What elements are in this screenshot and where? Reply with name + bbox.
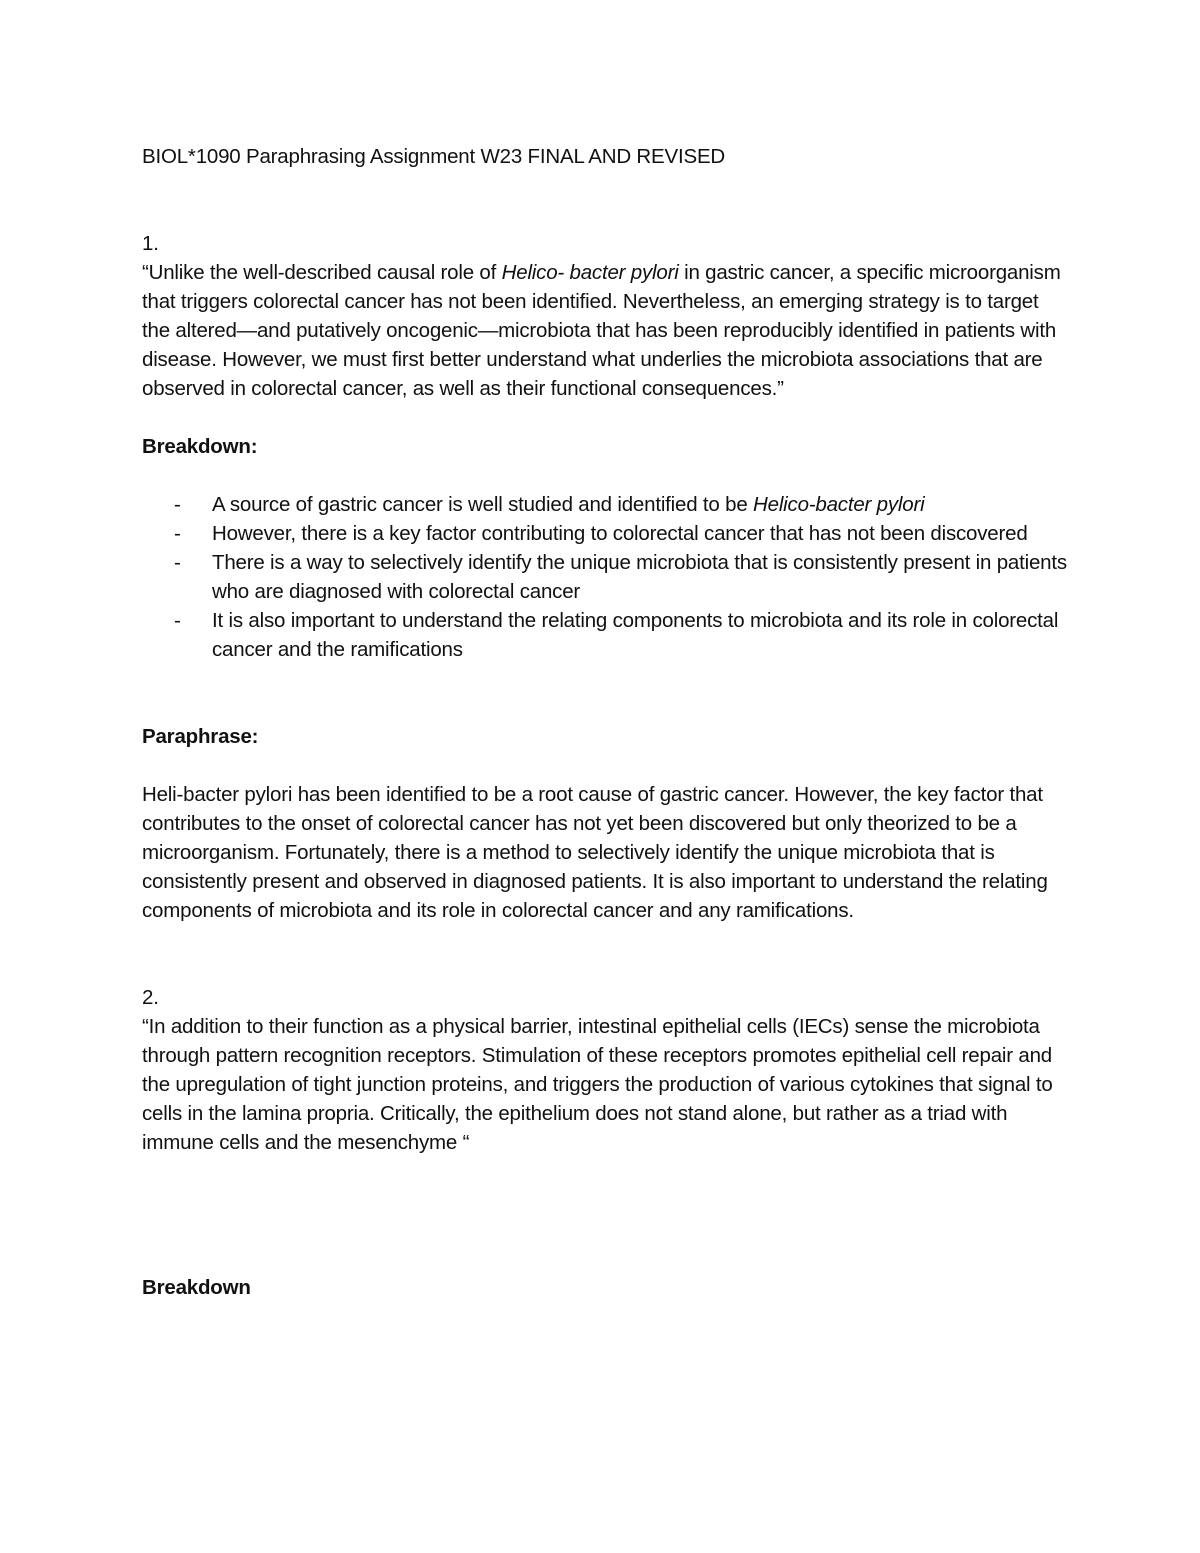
section-1-quote-part2: in gastric cancer, a specific microorganism that triggers colorectal cancer has not been identified. Nevertheless, an emerging strategy is to target the altered—and putatively oncogenic—microbiota that has been reproducibly identified in patients with disease. However, we must first better understand what underlies the microbiota associations that are observed in colorectal cancer, as well as their functional consequences.” xyxy=(142,261,1061,400)
breakdown-item-text: It is also important to understand the relating components to microbiota and its role in colorectal cancer and the ramifications xyxy=(212,609,1059,661)
breakdown-item xyxy=(142,490,1067,519)
dash-bullet: - xyxy=(174,493,181,516)
document-title: BIOL*1090 Paraphrasing Assignment W23 FINAL AND REVISED xyxy=(142,145,726,168)
breakdown-item xyxy=(142,548,1067,606)
section-1-paraphrase-heading: Paraphrase: xyxy=(142,725,259,748)
dash-bullet: - xyxy=(174,522,181,545)
section-2-quote: “In addition to their function as a physical barrier, intestinal epithelial cells (IECs) sense the microbiota through pattern recognition receptors. Stimulation of these receptors promotes epithelial cell repair and the upregulation of tight junction proteins, and triggers the production of various cytokines that signal to cells in the lamina propria. Critically, the epithelium does not stand alone, but rather as a triad with immune cells and the mesenchyme “ xyxy=(142,1015,1053,1154)
dash-bullet: - xyxy=(174,609,181,632)
section-1-paraphrase-text: Heli-bacter pylori has been identified to be a root cause of gastric cancer. However, the key factor that contributes to the onset of colorectal cancer has not yet been discovered but only theorized to be a microorganism. Fortunately, there is a method to selectively identify the unique microbiota that is consistently present and observed in diagnosed patients. It is also important to understand the relating components of microbiota and its role in colorectal cancer and any ramifications. xyxy=(142,783,1048,922)
breakdown-item-text: There is a way to selectively identify the unique microbiota that is consistently present in patients who are diagnosed with colorectal cancer xyxy=(212,551,1067,603)
section-1-quote-italic: Helico- bacter pylori xyxy=(501,261,679,284)
section-1-breakdown-list xyxy=(142,490,1067,664)
section-1-quote-part1: “Unlike the well-described causal role of xyxy=(142,261,502,284)
dash-bullet: - xyxy=(174,551,181,574)
breakdown-item xyxy=(142,519,1067,548)
section-2-breakdown-heading: Breakdown xyxy=(142,1276,251,1299)
breakdown-item xyxy=(142,606,1067,664)
section-1-breakdown-heading: Breakdown: xyxy=(142,435,258,458)
section-1-number: 1. xyxy=(142,232,159,255)
section-1-quote xyxy=(142,258,1067,403)
breakdown-item-italic: Helico-bacter pylori xyxy=(753,493,925,516)
document-content xyxy=(142,142,1067,1302)
breakdown-item-text: A source of gastric cancer is well studied and identified to be xyxy=(212,493,754,516)
section-2-number: 2. xyxy=(142,986,159,1009)
breakdown-item-text: However, there is a key factor contributing to colorectal cancer that has not been discovered xyxy=(212,522,1028,545)
